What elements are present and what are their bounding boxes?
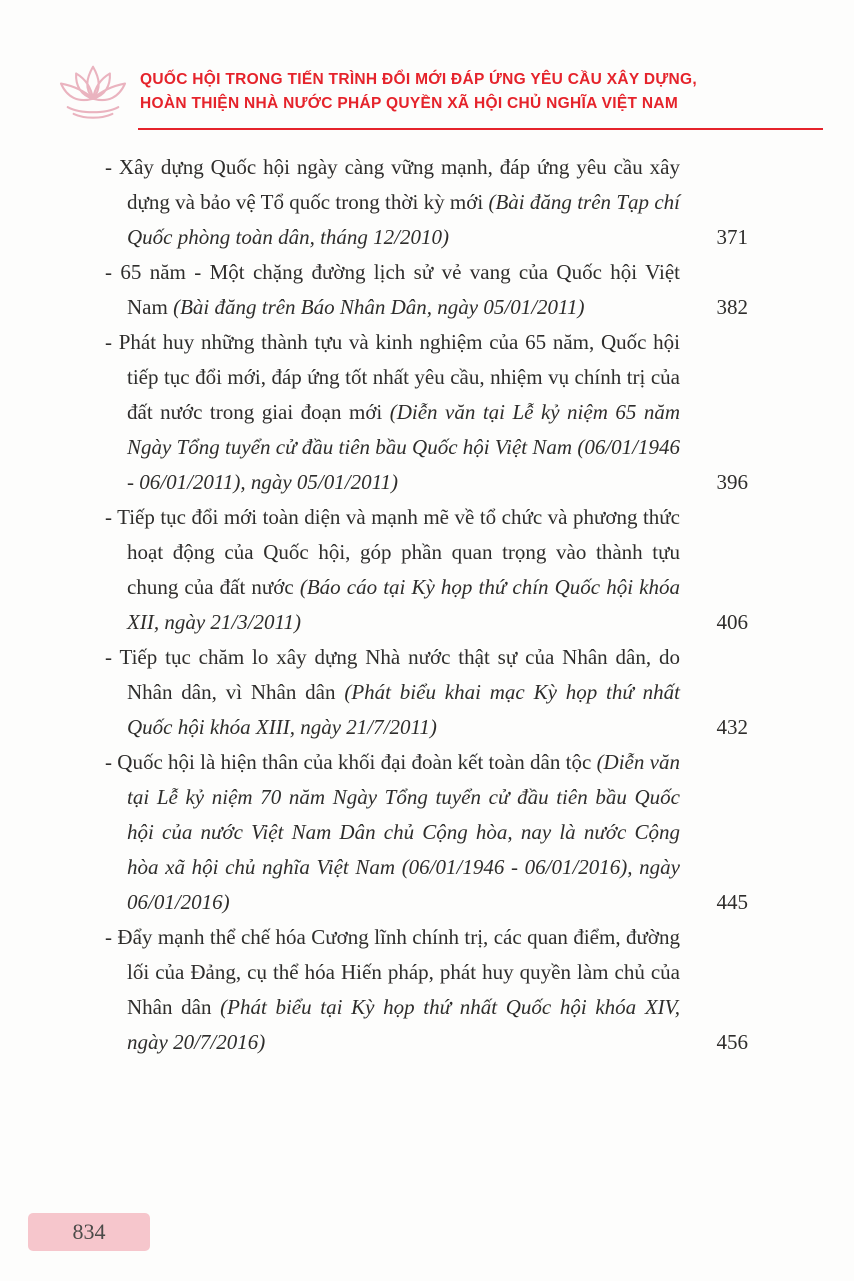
entry-title: - Xây dựng Quốc hội ngày càng vững mạnh, đáp ứng yêu cầu xây dựng và bảo vệ Tổ quốc trong thời kỳ mới [105, 155, 680, 214]
entry-source-citation: (Phát biểu khai mạc Kỳ họp thứ nhất Quốc hội khóa XIII, ngày 21/7/2011) [127, 680, 680, 739]
entry-title: - Quốc hội là hiện thân của khối đại đoàn kết toàn dân tộc [105, 750, 597, 774]
toc-entry [105, 150, 748, 255]
entry-source-citation: (Bài đăng trên Báo Nhân Dân, ngày 05/01/2011) [173, 295, 585, 319]
toc-entry [105, 500, 748, 640]
toc-list [105, 150, 748, 1060]
entry-source-citation: (Báo cáo tại Kỳ họp thứ chín Quốc hội khóa XII, ngày 21/3/2011) [127, 575, 680, 634]
toc-entry [105, 325, 748, 500]
header-line-1: QUỐC HỘI TRONG TIẾN TRÌNH ĐỔI MỚI ĐÁP ỨNG YÊU CẦU XÂY DỰNG, [140, 71, 697, 88]
toc-entry [105, 920, 748, 1060]
entry-title: - Tiếp tục chăm lo xây dựng Nhà nước thật sự của Nhân dân, do Nhân dân, vì Nhân dân [105, 645, 680, 704]
footer-page-badge [28, 1213, 150, 1251]
entry-text [105, 500, 696, 640]
header-divider [138, 128, 823, 130]
entry-page-number: 382 [716, 295, 748, 319]
entry-page-number: 371 [716, 225, 748, 249]
entry-title: - Phát huy những thành tựu và kinh nghiệm của 65 năm, Quốc hội tiếp tục đổi mới, đáp ứng tốt nhất yêu cầu, nhiệm vụ chính trị của đất nước trong giai đoạn mới [105, 330, 680, 424]
header-title-block [136, 58, 697, 116]
entry-source-citation: (Diễn văn tại Lễ kỷ niệm 65 năm Ngày Tổng tuyển cử đầu tiên bầu Quốc hội Việt Nam (06/01/1946 - 06/01/2011), ngày 05/01/2011) [127, 400, 680, 494]
entry-page-number: 432 [716, 715, 748, 739]
entry-title: - 65 năm - Một chặng đường lịch sử vẻ vang của Quốc hội Việt Nam [105, 260, 680, 319]
entry-page-number: 406 [716, 610, 748, 634]
page-header [50, 58, 823, 130]
entry-title: - Đẩy mạnh thể chế hóa Cương lĩnh chính trị, các quan điểm, đường lối của Đảng, cụ thể hóa Hiến pháp, phát huy quyền làm chủ của Nhân dân [105, 925, 680, 1019]
entry-text [105, 150, 696, 255]
toc-entry [105, 640, 748, 745]
entry-text [105, 745, 696, 920]
toc-entry [105, 255, 748, 325]
entry-source-citation: (Bài đăng trên Tạp chí Quốc phòng toàn dân, tháng 12/2010) [127, 190, 680, 249]
entry-text [105, 325, 696, 500]
entry-text [105, 920, 696, 1060]
entry-text [105, 640, 696, 745]
lotus-icon [50, 60, 136, 124]
entry-title: - Tiếp tục đổi mới toàn diện và mạnh mẽ về tổ chức và phương thức hoạt động của Quốc hội, góp phần quan trọng vào thành tựu chung của đất nước [105, 505, 680, 599]
footer-page-number: 834 [72, 1219, 106, 1244]
entry-source-citation: (Phát biểu tại Kỳ họp thứ nhất Quốc hội khóa XIV, ngày 20/7/2016) [127, 995, 681, 1054]
entry-page-number: 445 [716, 890, 748, 914]
toc-entry [105, 745, 748, 920]
entry-text [105, 255, 696, 325]
entry-page-number: 396 [716, 470, 748, 494]
entry-page-number: 456 [716, 1030, 748, 1054]
header-line-2: HOÀN THIỆN NHÀ NƯỚC PHÁP QUYỀN XÃ HỘI CHỦ NGHĨA VIỆT NAM [140, 95, 679, 112]
entry-source-citation: (Diễn văn tại Lễ kỷ niệm 70 năm Ngày Tổng tuyển cử đầu tiên bầu Quốc hội của nước Việt Nam Dân chủ Cộng hòa, nay là nước Cộng hòa xã hội chủ nghĩa Việt Nam (06/01/1946 - 06/01/2016), ngày 06/01/2016) [127, 750, 680, 914]
